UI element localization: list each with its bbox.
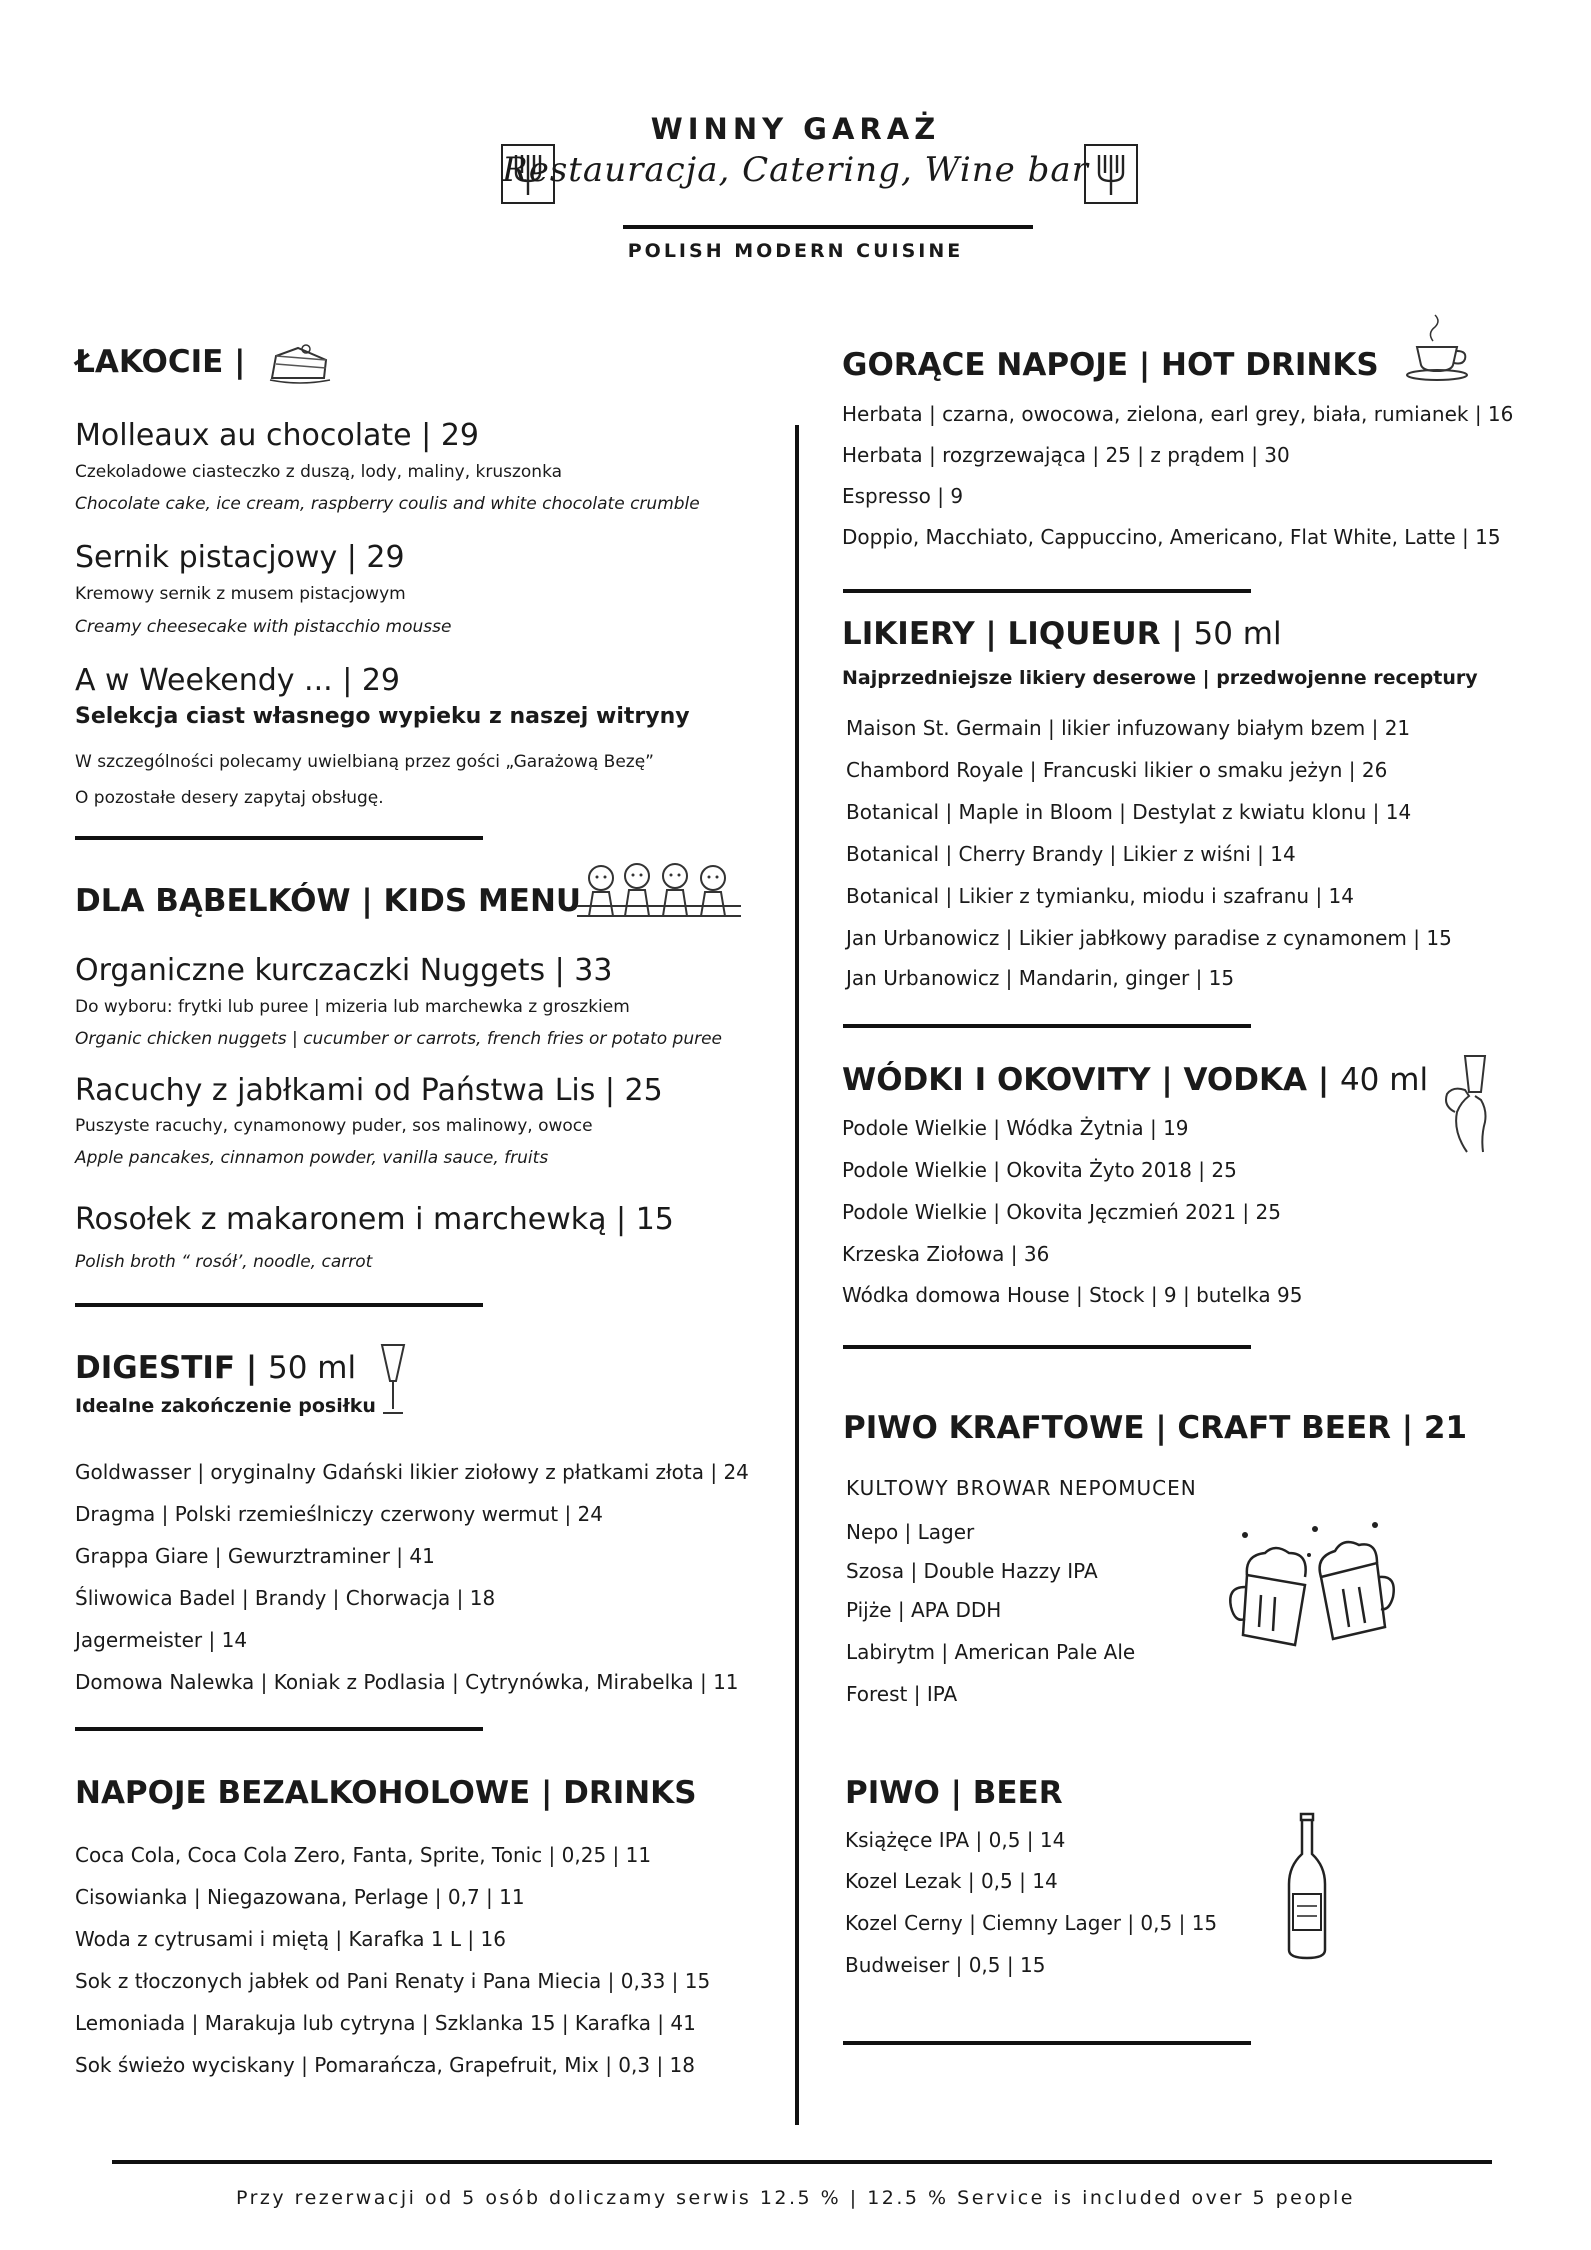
list-item: Botanical | Likier z tymianku, miodu i szafranu | 14: [846, 884, 1354, 908]
list-item: Lemoniada | Marakuja lub cytryna | Szklanka 15 | Karafka | 41: [75, 2011, 696, 2035]
section-title-text: WÓDKI I OKOVITY | VODKA |: [842, 1062, 1330, 1098]
section-divider: [843, 2041, 1251, 2045]
footer-note: Przy rezerwacji od 5 osób doliczamy serwis 12.5 % | 12.5 % Service is included over 5 people: [235, 2187, 1355, 2209]
dish-description-pl: Kremowy sernik z musem pistacjowym: [75, 584, 406, 604]
list-item: Herbata | rozgrzewająca | 25 | z prądem | 30: [842, 443, 1290, 467]
kids-icon: [575, 858, 743, 924]
dish-description-en: Chocolate cake, ice cream, raspberry coulis and white chocolate crumble: [75, 494, 700, 514]
brewery-name: KULTOWY BROWAR NEPOMUCEN: [846, 1476, 1197, 1500]
list-item: Nepo | Lager: [846, 1520, 975, 1544]
list-item: Doppio, Macchiato, Cappuccino, Americano, Flat White, Latte | 15: [842, 525, 1501, 549]
list-item: Forest | IPA: [846, 1682, 958, 1706]
list-item: Kozel Cerny | Ciemny Lager | 0,5 | 15: [845, 1911, 1218, 1935]
list-item: Botanical | Cherry Brandy | Likier z wiśni | 14: [846, 842, 1296, 866]
section-title-desserts: ŁAKOCIE |: [75, 344, 246, 380]
shot-glass-icon: [1435, 1052, 1493, 1156]
cake-icon: [268, 340, 332, 384]
dish-description-en: Apple pancakes, cinnamon powder, vanilla sauce, fruits: [75, 1148, 549, 1168]
list-item: Chambord Royale | Francuski likier o smaku jeżyn | 26: [846, 758, 1388, 782]
dish-name: Rosołek z makaronem i marchewką | 15: [75, 1202, 674, 1237]
dish-description-pl: Puszyste racuchy, cynamonowy puder, sos malinowy, owoce: [75, 1116, 593, 1136]
column-divider: [795, 425, 799, 2125]
dish-name: Molleaux au chocolate | 29: [75, 418, 479, 453]
list-item: Książęce IPA | 0,5 | 14: [845, 1828, 1066, 1852]
list-item: Jan Urbanowicz | Mandarin, ginger | 15: [846, 966, 1235, 990]
list-item: Coca Cola, Coca Cola Zero, Fanta, Sprite, Tonic | 0,25 | 11: [75, 1843, 652, 1867]
list-item: Szosa | Double Hazzy IPA: [846, 1559, 1098, 1583]
section-title-beer: PIWO | BEER: [845, 1775, 1063, 1811]
beer-bottle-icon: [1285, 1810, 1329, 1962]
section-title-craft-beer: PIWO KRAFTOWE | CRAFT BEER | 21: [843, 1410, 1468, 1446]
dish-description-en: Creamy cheesecake with pistacchio mousse: [75, 617, 452, 637]
dish-subtitle: Selekcja ciast własnego wypieku z naszej witryny: [75, 704, 690, 729]
list-item: Grappa Giare | Gewurztraminer | 41: [75, 1544, 435, 1568]
dish-name: Sernik pistacjowy | 29: [75, 540, 405, 575]
section-divider: [75, 836, 483, 840]
section-title-kids: DLA BĄBELKÓW | KIDS MENU: [75, 883, 582, 919]
section-divider: [843, 1024, 1251, 1028]
list-item: Sok świeżo wyciskany | Pomarańcza, Grapefruit, Mix | 0,3 | 18: [75, 2053, 695, 2077]
section-volume: 50 ml: [267, 1350, 357, 1386]
list-item: Botanical | Maple in Bloom | Destylat z kwiatu klonu | 14: [846, 800, 1412, 824]
champagne-glass-icon: [378, 1343, 408, 1417]
section-volume: 40 ml: [1339, 1062, 1429, 1098]
section-title-text: LIKIERY | LIQUEUR |: [842, 616, 1183, 652]
list-item: Espresso | 9: [842, 484, 964, 508]
dish-description-pl: Czekoladowe ciasteczko z duszą, lody, maliny, kruszonka: [75, 462, 563, 482]
section-subtitle: Najprzedniejsze likiery deserowe | przedwojenne receptury: [842, 667, 1478, 689]
list-item: Woda z cytrusami i miętą | Karafka 1 L | 16: [75, 1927, 506, 1951]
dish-description-en: Polish broth “ rosół’, noodle, carrot: [75, 1252, 373, 1272]
header-divider: [623, 225, 1033, 229]
list-item: Goldwasser | oryginalny Gdański likier ziołowy z płatkami złota | 24: [75, 1460, 749, 1484]
list-item: Podole Wielkie | Okovita Żyto 2018 | 25: [842, 1158, 1237, 1182]
section-title-hot-drinks: GORĄCE NAPOJE | HOT DRINKS: [842, 347, 1379, 383]
section-divider: [75, 1727, 483, 1731]
dish-name: Organiczne kurczaczki Nuggets | 33: [75, 953, 613, 988]
section-volume: 50 ml: [1193, 616, 1282, 652]
list-item: Sok z tłoczonych jabłek od Pani Renaty i Pana Miecia | 0,33 | 15: [75, 1969, 711, 1993]
coffee-cup-icon: [1405, 315, 1475, 381]
section-title-vodka: [842, 1062, 1428, 1098]
dish-description-pl: Do wyboru: frytki lub puree | mizeria lub marchewka z groszkiem: [75, 997, 630, 1017]
list-item: Jagermeister | 14: [75, 1628, 248, 1652]
list-item: Podole Wielkie | Okovita Jęczmień 2021 | 25: [842, 1200, 1281, 1224]
dish-name: Racuchy z jabłkami od Państwa Lis | 25: [75, 1073, 663, 1108]
section-subtitle: Idealne zakończenie posiłku: [75, 1395, 376, 1417]
brand-name: WINNY GARAŻ: [650, 112, 941, 146]
section-title-liqueur: [842, 616, 1282, 652]
dish-name: A w Weekendy ... | 29: [75, 663, 401, 698]
list-item: Jan Urbanowicz | Likier jabłkowy paradise z cynamonem | 15: [846, 926, 1452, 950]
beer-mugs-icon: [1225, 1515, 1395, 1655]
section-title-drinks: NAPOJE BEZALKOHOLOWE | DRINKS: [75, 1775, 697, 1811]
list-item: Śliwowica Badel | Brandy | Chorwacja | 18: [75, 1586, 496, 1610]
dish-note: W szczególności polecamy uwielbianą przez gości „Garażową Bezę”: [75, 752, 654, 772]
list-item: Herbata | czarna, owocowa, zielona, earl grey, biała, rumianek | 16: [842, 402, 1514, 426]
section-divider: [843, 1345, 1251, 1349]
list-item: Wódka domowa House | Stock | 9 | butelka 95: [842, 1283, 1303, 1307]
list-item: Krzeska Ziołowa | 36: [842, 1242, 1050, 1266]
tagline: Restauracja, Catering, Wine bar: [502, 150, 1089, 190]
list-item: Pijże | APA DDH: [846, 1598, 1002, 1622]
footer-divider: [112, 2160, 1492, 2164]
list-item: Podole Wielkie | Wódka Żytnia | 19: [842, 1116, 1189, 1140]
list-item: Cisowianka | Niegazowana, Perlage | 0,7 | 11: [75, 1885, 525, 1909]
dish-description-en: Organic chicken nuggets | cucumber or carrots, french fries or potato puree: [75, 1029, 723, 1049]
section-divider: [843, 589, 1251, 593]
section-title-text: DIGESTIF |: [75, 1350, 258, 1386]
section-title-digestif: [75, 1350, 356, 1386]
cuisine-label: POLISH MODERN CUISINE: [627, 240, 964, 262]
list-item: Budweiser | 0,5 | 15: [845, 1953, 1046, 1977]
dish-note: O pozostałe desery zapytaj obsługę.: [75, 788, 384, 808]
section-divider: [75, 1303, 483, 1307]
list-item: Maison St. Germain | likier infuzowany białym bzem | 21: [846, 716, 1411, 740]
list-item: Kozel Lezak | 0,5 | 14: [845, 1869, 1058, 1893]
list-item: Dragma | Polski rzemieślniczy czerwony wermut | 24: [75, 1502, 604, 1526]
fork-icon: [1083, 143, 1139, 205]
list-item: Domowa Nalewka | Koniak z Podlasia | Cytrynówka, Mirabelka | 11: [75, 1670, 739, 1694]
list-item: Labirytm | American Pale Ale: [846, 1640, 1136, 1664]
